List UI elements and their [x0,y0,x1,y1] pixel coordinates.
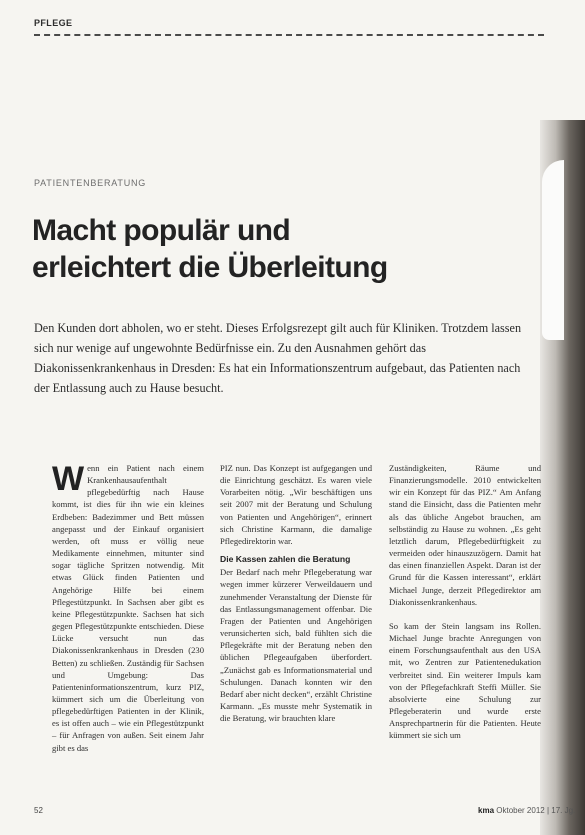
column-3-body-a: Zuständigkeiten, Räume und Finanzierungsmodelle. 2010 entwickelten wir ein Konzept für das PIZ.“ Am Anfang stand die Einsicht, dass die Patienten mehr als das übliche Angebot brauchen, am selbständig zu Hause zu wohnen. „Es geht letztlich darum, Pflegebedürftigkeit zu vermeiden oder hinauszuzögern. Damit hat das einen finanziellen Aspekt. Daran ist der Grund für die Kassen interessant“, erklärt Michael Junge, derzeit Pflegedirektor am Diakonissenkrankenhaus. [389,463,541,607]
text-column-3 [389,462,541,741]
drop-cap: W [52,460,85,498]
column-3-body-b: So kam der Stein langsam ins Rollen. Michael Junge brachte Anregungen von einem Forschungsaufenthalt aus den USA mit, wo Zentren zur Patientenedukation verbreitet sind. Ein weiterer Impuls kam von der Pflegefachkraft Steffi Müller. Sie absolvierte eine Schulung zur Pflegeberaterin und wurde erste Ansprechpartnerin für die Patienten. Heute kümmert sie sich um [389,620,541,741]
text-column-1 [52,462,204,754]
issue-info: Oktober 2012 | 17. Jg. [496,806,576,815]
title-line-1: Macht populär und [32,214,291,247]
column-2-body-b: Der Bedarf nach mehr Pflegeberatung war wegen immer kürzerer Verweildauern und zunehmender Veranstaltung der Dienste für das Entlassungsmanagement offenbar. Die Fragen der Patienten und Angehörigen verunsicherten sich, bald fühlten sich die Pflegekräfte mit der Beratung neben den üblichen Pflegeaufgaben überfordert. „Zunächst gab es Informationsmaterial und Schulungen. Danach konnten wir den Bedarf aber nicht decken“, erzählt Christine Karmann. „Es musste mehr Systematik in die Beratung, wir brauchten klare [220,567,372,724]
title-line-2: erleichtert die Überleitung [32,251,388,284]
header-rule [34,34,544,36]
article-lead: Den Kunden dort abholen, wo er steht. Dieses Erfolgsrezept gilt auch für Kliniken. Trotzdem lassen sich nur wenige auf ungewohnte Bedürfnisse ein. Zu den Ausnahmen gehört das Diakonissenkrankenhaus in Dresden: Es hat ein Informationszentrum aufgebaut, das Patienten nach der Entlassung auch zu Hause besucht. [34,321,522,395]
portrait-photo [540,120,585,835]
magazine-name: kma [478,806,495,815]
article-kicker: PATIENTENBERATUNG [34,178,147,188]
text-column-2 [220,462,372,724]
paragraph-gap [389,608,541,620]
section-header: PFLEGE [34,18,73,28]
column-1-body: enn ein Patient nach einem Krankenhausaufenthalt pflegebedürftig nach Hause kommt, ist dies für ihn wie ein kleines Erdbeben: Badezimmer und Bett müssen angepasst und der Einkauf organisiert werden, oft muss er völlig neue Medikamente einnehmen, mitunter sind sogar tägliche Spritzen notwendig. Mit etwas Glück finden Patienten und Angehörige Hilfe bei einem Pflegestützpunkt. In Sachsen aber gibt es keine Pflegestützpunkte. Sachsen hat sich gegen Pflegestützpunkte entschieden. Diese Lücke versucht nun das Diakonissenkrankenhaus in Dresden (230 Betten) zu schließen. Zuständig für Sachsen und Umgebung: Das Patienteninformationszentrum, kurz PIZ, kümmert sich um die Überleitung von pflegebedürftigen Patienten in der Klinik, es ist offen auch – wie ein Pflegestützpunkt – für Anfragen von außen. Seit einem Jahr gibt es das [52,463,204,753]
page-number: 52 [34,806,43,815]
magazine-footer [478,806,575,815]
photo-shirt-detail [542,160,564,340]
column-2-body-a: PIZ nun. Das Konzept ist aufgegangen und die Einrichtung geschätzt. Es waren viele Vorarbeiten nötig. „Wir beschäftigen uns seit 2007 mit der Beratung und Schulung von Patienten und Angehörigen“, erinnert sich Christine Karmann, die damalige Pflegedirektorin war. [220,463,372,546]
article-title [32,212,502,286]
subheading: Die Kassen zahlen die Beratung [220,554,351,565]
